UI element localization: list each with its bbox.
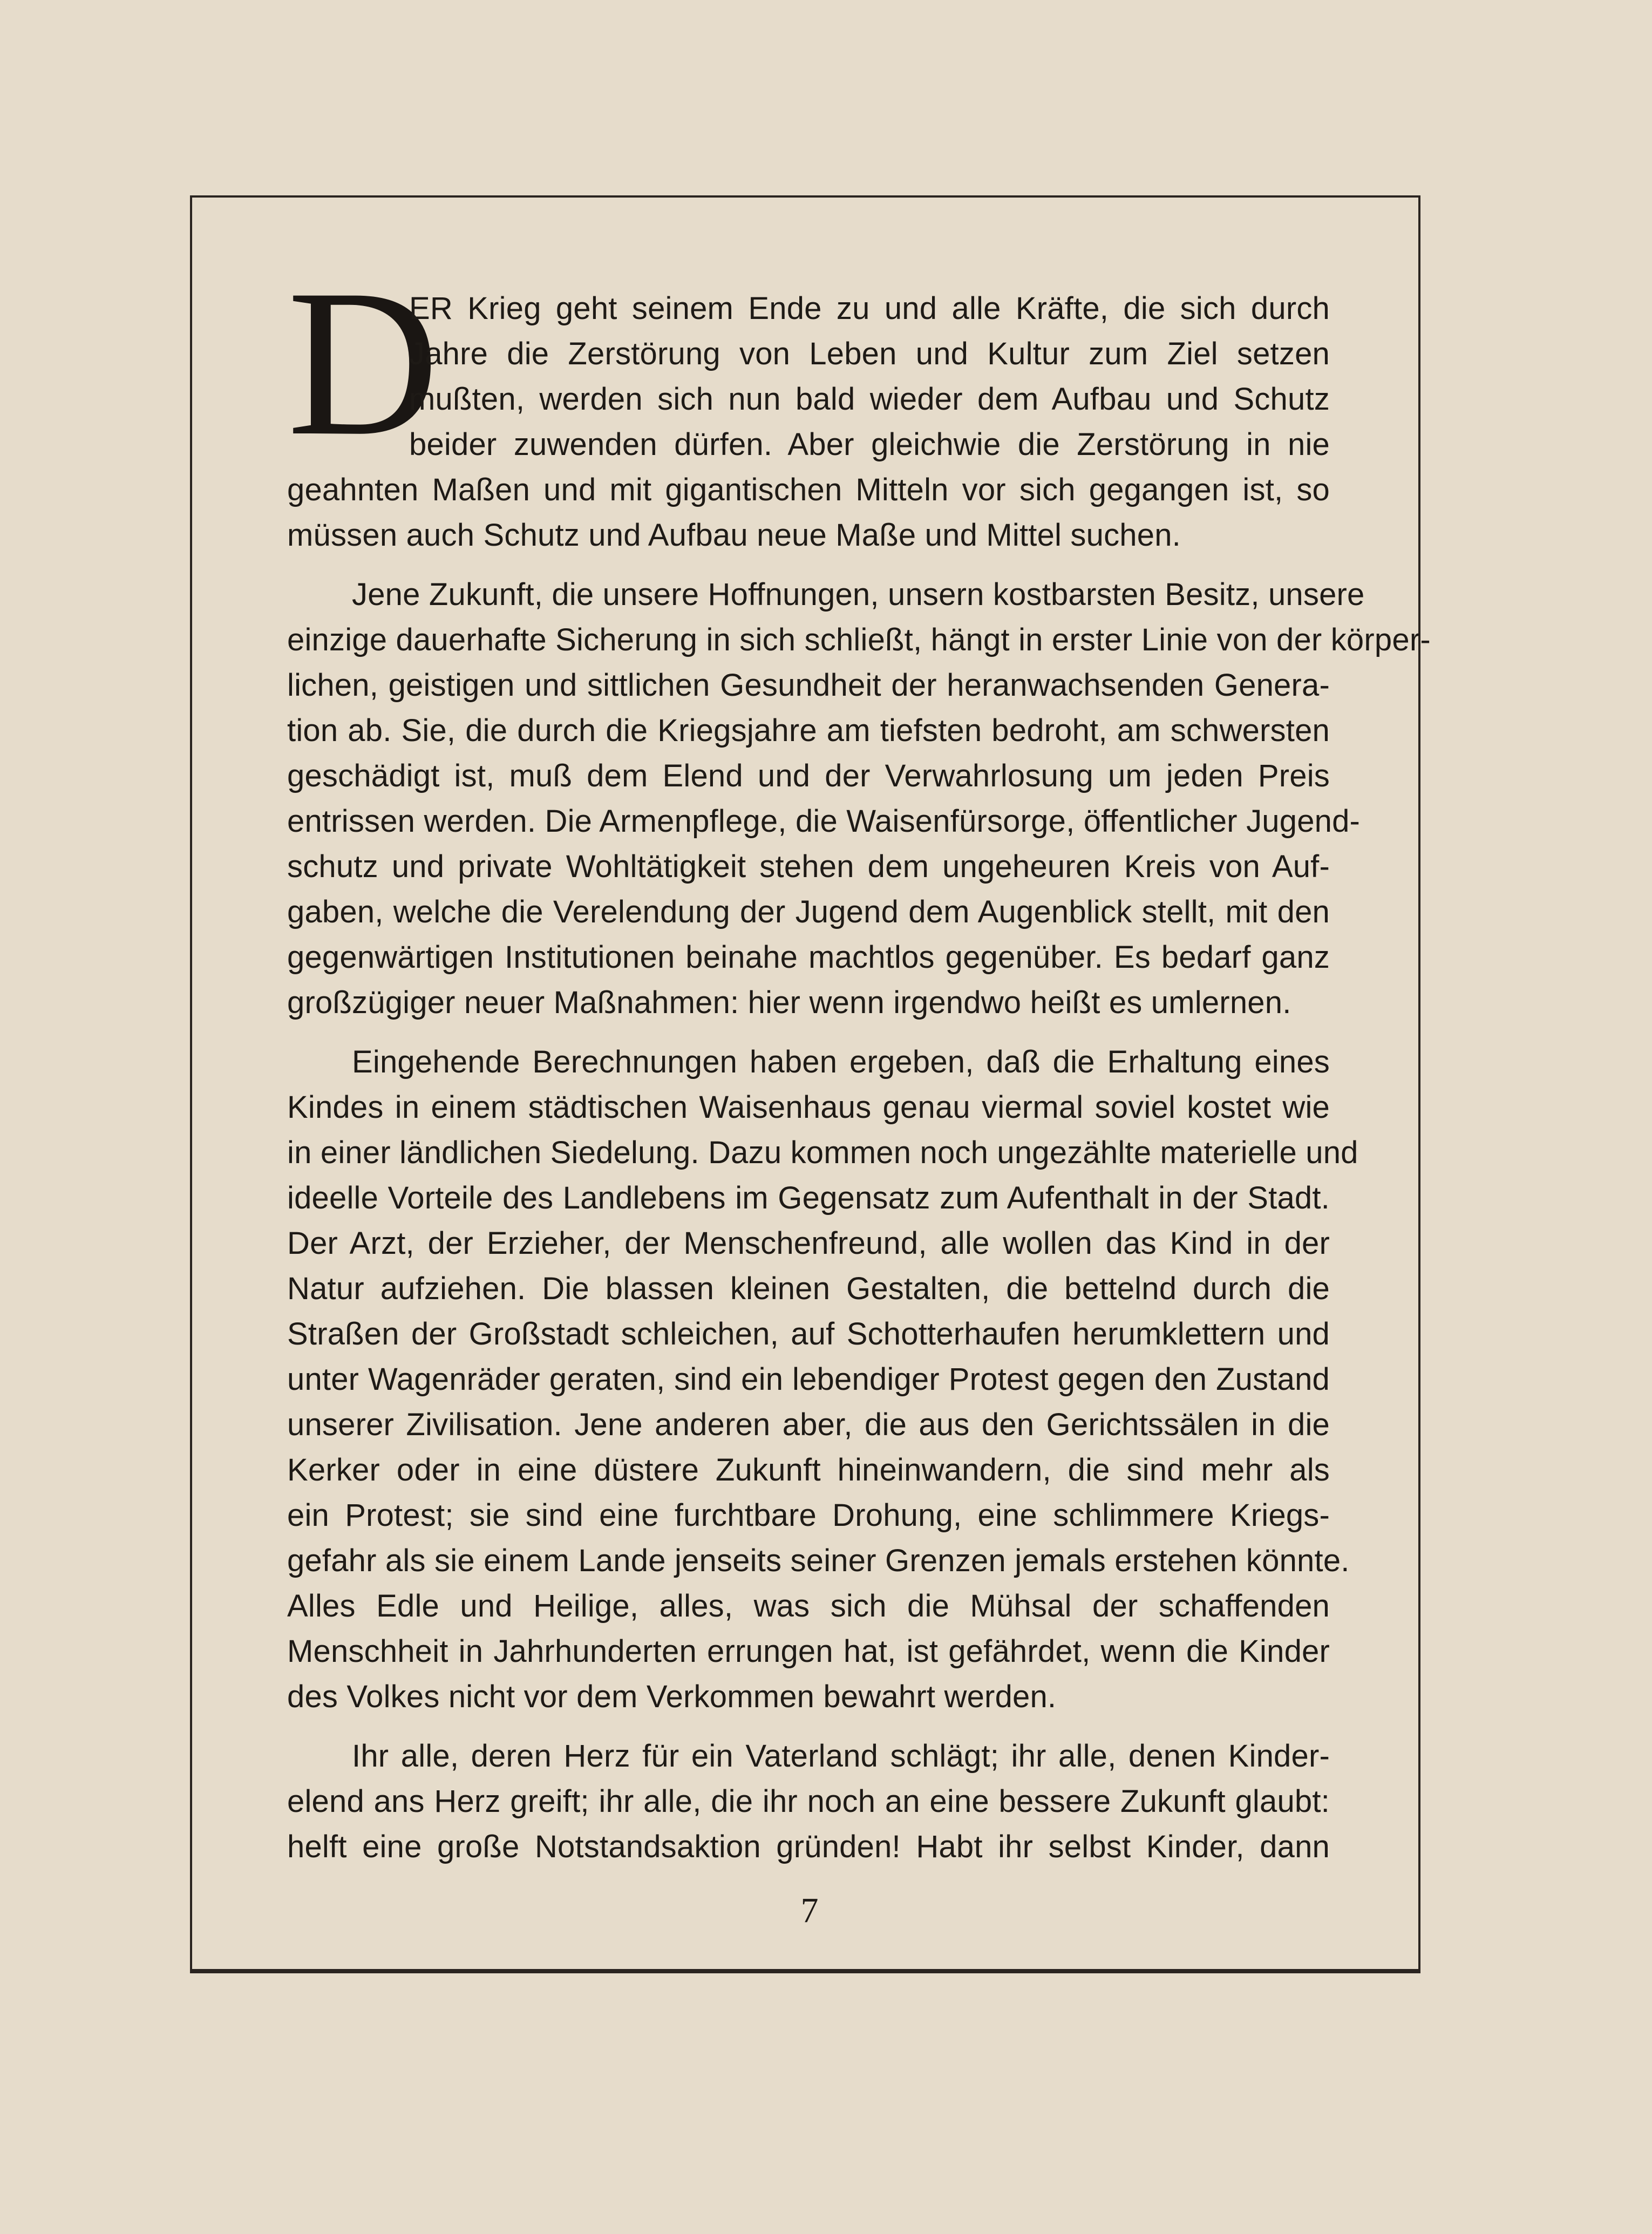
text-line: Der Arzt, der Erzieher, der Menschenfreund, alle wollen das Kind in der — [287, 1226, 1330, 1261]
paragraph-1 — [287, 286, 1330, 558]
body-text — [287, 286, 1431, 1870]
page-number: 7 — [800, 1891, 819, 1930]
text-line: elend ans Herz greift; ihr alle, die ihr noch an eine bessere Zukunft glaubt: — [287, 1784, 1330, 1819]
text-line: ideelle Vorteile des Landlebens im Gegensatz zum Aufenthalt in der Stadt. — [287, 1180, 1330, 1216]
text-line: gegenwärtigen Institutionen beinahe machtlos gegenüber. Es bedarf ganz — [287, 940, 1330, 975]
text-line: unter Wagenräder geraten, sind ein lebendiger Protest gegen den Zustand — [287, 1362, 1330, 1397]
text-line: einzige dauerhafte Sicherung in sich schließt, hängt in erster Linie von der körper- — [287, 622, 1431, 657]
text-line: Eingehende Berechnungen haben ergeben, daß die Erhaltung eines — [352, 1044, 1330, 1079]
text-line: unserer Zivilisation. Jene anderen aber, die aus den Gerichtssälen in die — [287, 1407, 1330, 1442]
text-line: in einer ländlichen Siedelung. Dazu kommen noch ungezählte materielle und — [287, 1135, 1358, 1170]
paragraph-2 — [287, 572, 1431, 1026]
text-line: ER Krieg geht seinem Ende zu und alle Kräfte, die sich durch — [409, 291, 1330, 326]
text-line: beider zuwenden dürfen. Aber gleichwie die Zerstörung in nie — [409, 427, 1330, 462]
text-line: lichen, geistigen und sittlichen Gesundheit der heranwachsenden Genera- — [287, 668, 1330, 703]
text-line: schutz und private Wohltätigkeit stehen dem ungeheuren Kreis von Auf- — [287, 849, 1330, 884]
text-line: geahnten Maßen und mit gigantischen Mitteln vor sich gegangen ist, so — [287, 472, 1330, 507]
paragraph-3 — [287, 1040, 1358, 1720]
text-line: entrissen werden. Die Armenpflege, die Waisenfürsorge, öffentlicher Jugend- — [287, 804, 1361, 839]
text-line: Ihr alle, deren Herz für ein Vaterland schlägt; ihr alle, denen Kinder- — [352, 1739, 1330, 1774]
drop-cap-initial: D — [287, 246, 439, 479]
text-line: gaben, welche die Verelendung der Jugend dem Augenblick stellt, mit den — [287, 894, 1330, 929]
text-line: Natur aufziehen. Die blassen kleinen Gestalten, die bettelnd durch die — [287, 1271, 1330, 1306]
text-line: tion ab. Sie, die durch die Kriegsjahre am tiefsten bedroht, am schwersten — [287, 713, 1330, 748]
paragraph-4 — [287, 1734, 1330, 1870]
text-line: des Volkes nicht vor dem Verkommen bewahrt werden. — [287, 1679, 1057, 1714]
text-line: Kerker oder in eine düstere Zukunft hineinwandern, die sind mehr als — [287, 1452, 1330, 1488]
text-line: mußten, werden sich nun bald wieder dem Aufbau und Schutz — [409, 382, 1330, 417]
text-line: Kindes in einem städtischen Waisenhaus genau viermal soviel kostet wie — [287, 1090, 1330, 1125]
text-line: Straßen der Großstadt schleichen, auf Schotterhaufen herumklettern und — [287, 1316, 1330, 1352]
text-line: gefahr als sie einem Lande jenseits seiner Grenzen jemals erstehen könnte. — [287, 1543, 1350, 1578]
text-line: Jene Zukunft, die unsere Hoffnungen, unsern kostbarsten Besitz, unsere — [352, 577, 1365, 612]
text-line: helft eine große Notstandsaktion gründen! Habt ihr selbst Kinder, dann — [287, 1829, 1330, 1864]
text-line: großzügiger neuer Maßnahmen: hier wenn irgendwo heißt es umlernen. — [287, 985, 1291, 1020]
text-line: müssen auch Schutz und Aufbau neue Maße und Mittel suchen. — [287, 518, 1181, 553]
text-line: ein Protest; sie sind eine furchtbare Drohung, eine schlimmere Kriegs- — [287, 1498, 1330, 1533]
text-line: Menschheit in Jahrhunderten errungen hat, ist gefährdet, wenn die Kinder — [287, 1634, 1330, 1669]
text-line: geschädigt ist, muß dem Elend und der Verwahrlosung um jeden Preis — [287, 758, 1330, 793]
text-line: Alles Edle und Heilige, alles, was sich die Mühsal der schaffenden — [287, 1588, 1330, 1624]
text-line: Jahre die Zerstörung von Leben und Kultur zum Ziel setzen — [409, 336, 1330, 371]
